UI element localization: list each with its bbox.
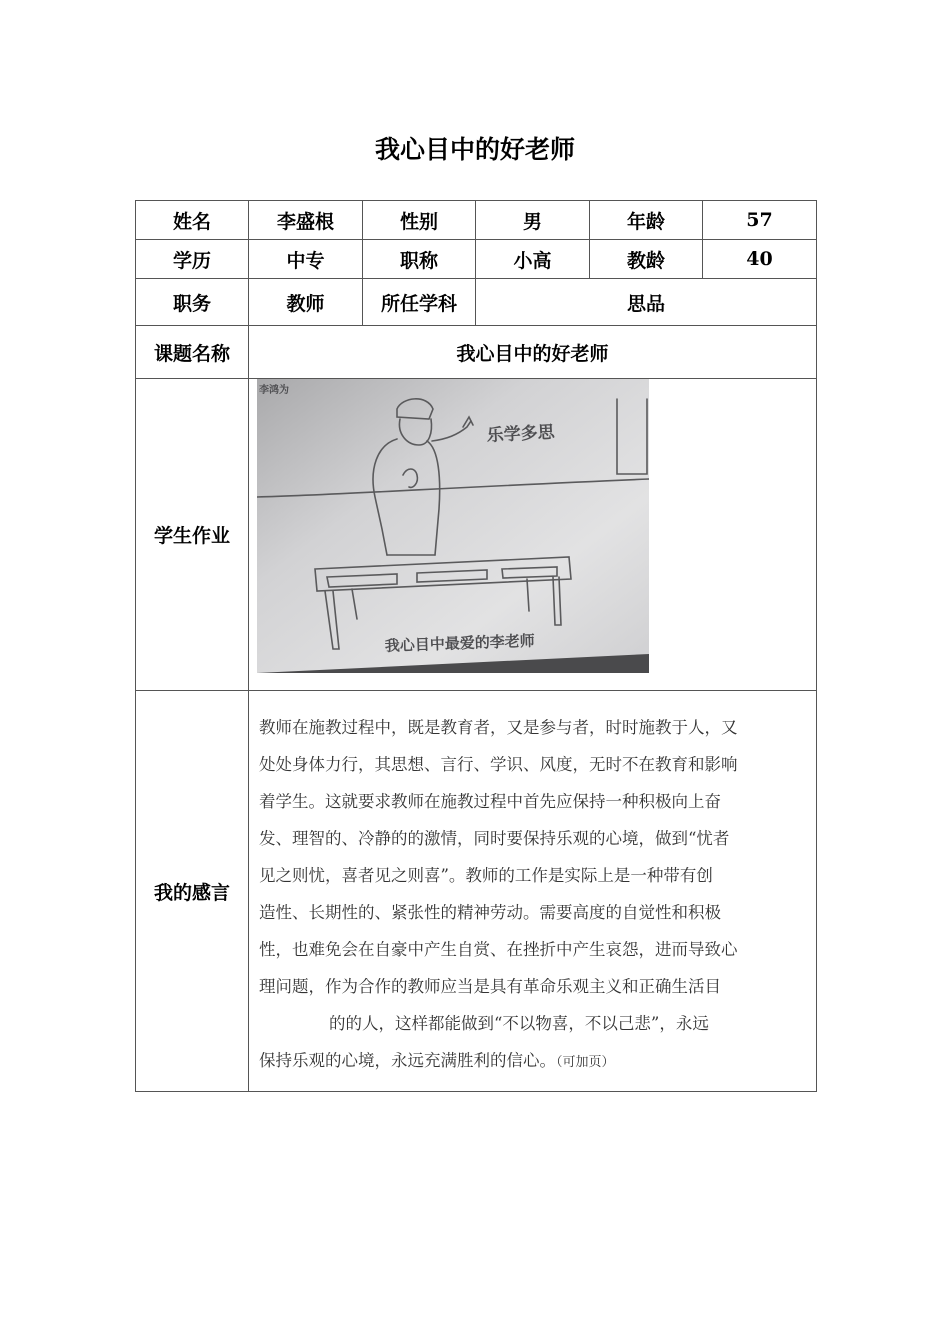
name-value: 李盛根	[249, 201, 363, 240]
title-rank-label: 职称	[363, 240, 476, 279]
reflection-last-line	[259, 1042, 790, 1081]
reflection-label: 我的感言	[136, 691, 249, 1092]
subject-value: 思品	[476, 279, 817, 326]
reflection-line: 保持乐观的心境，永远充满胜利的信心。	[259, 1051, 556, 1070]
reflection-line: 造性、长期性的、紧张性的精神劳动。需要高度的自觉性和积极	[259, 903, 721, 922]
reflection-line: 性，也难免会在自豪中产生自赏、在挫折中产生哀怨，进而导致心	[259, 940, 738, 959]
post-value: 教师	[249, 279, 363, 326]
post-label: 职务	[136, 279, 249, 326]
age-value: 57	[703, 201, 817, 240]
reflection-line: 着学生。这就要求教师在施教过程中首先应保持一种积极向上奋	[259, 792, 721, 811]
reflection-line: 的的人，这样都能做到“不以物喜，不以己悲”，永远	[329, 1014, 709, 1033]
drawing-corner-text: 李鸿为	[259, 385, 289, 396]
table-row	[136, 691, 817, 1092]
topic-value: 我心目中的好老师	[249, 326, 817, 379]
name-label: 姓名	[136, 201, 249, 240]
table-row	[136, 201, 817, 240]
add-page-note: （可加页）	[556, 1055, 615, 1070]
title-rank-value: 小高	[476, 240, 590, 279]
subject-label: 所任学科	[363, 279, 476, 326]
homework-label: 学生作业	[136, 379, 249, 691]
reflection-text	[249, 691, 817, 1092]
education-label: 学历	[136, 240, 249, 279]
reflection-line: 处处身体力行，其思想、言行、学识、风度，无时不在教育和影响	[259, 755, 738, 774]
topic-label: 课题名称	[136, 326, 249, 379]
reflection-line: 见之则忧，喜者见之则喜”。教师的工作是实际上是一种带有创	[259, 866, 713, 885]
drawing-board-text: 乐学多思	[486, 422, 556, 446]
reflection-line: 发、理智的、冷静的的激情，同时要保持乐观的心境，做到“忧者	[259, 829, 730, 848]
teacher-info-table	[135, 200, 817, 1092]
student-drawing-photo	[257, 379, 649, 673]
drawing-caption-text: 我心目中最爱的李老师	[384, 631, 536, 655]
homework-cell	[249, 379, 817, 691]
gender-label: 性别	[363, 201, 476, 240]
reflection-line: 理问题，作为合作的教师应当是具有革命乐观主义和正确生活目	[259, 977, 721, 996]
teaching-years-value: 40	[703, 240, 817, 279]
gender-value: 男	[476, 201, 590, 240]
education-value: 中专	[249, 240, 363, 279]
table-row	[136, 279, 817, 326]
table-row	[136, 379, 817, 691]
document-title: 我心目中的好老师	[374, 135, 575, 164]
table-row	[136, 240, 817, 279]
table-row	[136, 326, 817, 379]
teaching-years-label: 教龄	[590, 240, 703, 279]
reflection-line: 教师在施教过程中，既是教育者，又是参与者，时时施教于人，又	[259, 718, 738, 737]
age-label: 年龄	[590, 201, 703, 240]
